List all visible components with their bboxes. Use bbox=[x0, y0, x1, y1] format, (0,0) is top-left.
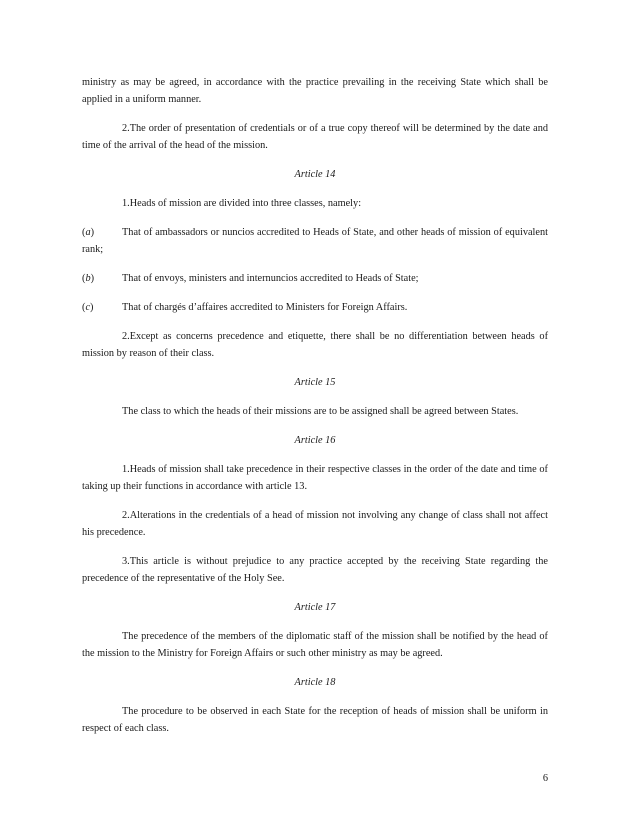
article-17-heading: Article 17 bbox=[294, 602, 336, 613]
item-b-label: (b) bbox=[82, 273, 95, 284]
article-14-paragraph-1: 1.Heads of mission are divided into three classes, namely: bbox=[122, 198, 362, 209]
item-b-text: That of envoys, ministers and internuncios accredited to Heads of State; bbox=[122, 273, 419, 284]
article-17-paragraph-1: The precedence of the members of the diplomatic staff of the mission shall be notified by the head of the mission to the Ministry for Foreign Affairs or such other ministry as may be agreed. bbox=[82, 631, 548, 659]
item-c-label: (c) bbox=[82, 302, 94, 313]
article-16-heading: Article 16 bbox=[294, 435, 336, 446]
article-14-heading: Article 14 bbox=[294, 169, 336, 180]
document-page bbox=[82, 74, 548, 737]
article-16-paragraph-3: 3.This article is without prejudice to any practice accepted by the receiving State regarding the precedence of the representative of the Holy See. bbox=[82, 556, 548, 584]
item-a-text: That of ambassadors or nuncios accredited to Heads of State, and other heads of mission of equivalent rank; bbox=[82, 227, 548, 255]
article-16-paragraph-1: 1.Heads of mission shall take precedence in their respective classes in the order of the date and time of taking up their functions in accordance with article 13. bbox=[82, 464, 548, 492]
article-14-item-b bbox=[82, 270, 548, 287]
paragraph-credentials-order: 2.The order of presentation of credentials or of a true copy thereof will be determined by the date and time of the arrival of the head of the mission. bbox=[82, 123, 548, 151]
article-18-paragraph-1: The procedure to be observed in each State for the reception of heads of mission shall be uniform in respect of each class. bbox=[82, 706, 548, 734]
article-15-paragraph-1: The class to which the heads of their missions are to be assigned shall be agreed between States. bbox=[122, 406, 519, 417]
item-a-label: (a) bbox=[82, 227, 95, 238]
article-14-paragraph-2: 2.Except as concerns precedence and etiquette, there shall be no differentiation between heads of mission by reason of their class. bbox=[82, 331, 548, 359]
article-14-item-c bbox=[82, 299, 548, 316]
paragraph-continuation: ministry as may be agreed, in accordance with the practice prevailing in the receiving State which shall be applied in a uniform manner. bbox=[82, 77, 548, 105]
item-c-text: That of chargés d’affaires accredited to Ministers for Foreign Affairs. bbox=[122, 302, 408, 313]
article-15-heading: Article 15 bbox=[294, 377, 336, 388]
article-14-item-a bbox=[82, 224, 548, 258]
article-16-paragraph-2: 2.Alterations in the credentials of a head of mission not involving any change of class shall not affect his precedence. bbox=[82, 510, 548, 538]
page-number: 6 bbox=[542, 773, 548, 784]
article-18-heading: Article 18 bbox=[294, 677, 336, 688]
